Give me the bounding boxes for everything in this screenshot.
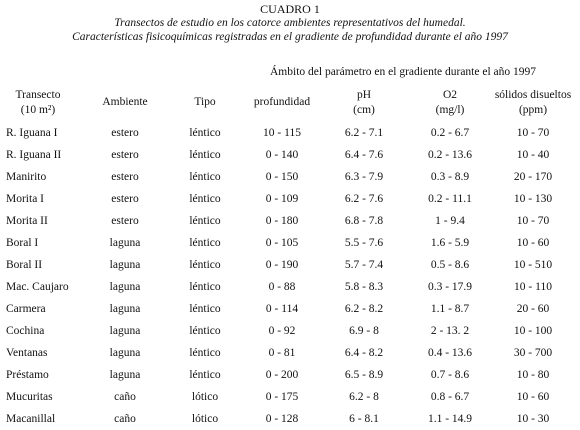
header-transecto-line2: (10 m²) <box>20 104 56 116</box>
cell-profundidad: 0 - 81 <box>268 347 296 359</box>
cell-o2: 0.2 - 11.1 <box>428 193 472 205</box>
cell-o2: 1.1 - 8.7 <box>430 303 470 315</box>
cell-transecto: Morita II <box>6 215 48 227</box>
cell-ph: 6 - 8.1 <box>349 413 379 425</box>
cell-ph: 5.5 - 7.6 <box>344 237 384 249</box>
cell-profundidad: 0 - 88 <box>268 281 296 293</box>
cell-tipo: lótico <box>191 391 219 403</box>
header-o2 <box>412 88 488 118</box>
cell-transecto: R. Iguana I <box>6 127 58 139</box>
cell-o2: 0.5 - 8.6 <box>430 259 470 271</box>
cell-o2: 0.3 - 17.9 <box>427 281 473 293</box>
cell-solidos: 10 - 40 <box>516 149 550 161</box>
table-row <box>0 166 580 188</box>
cell-tipo: léntico <box>189 193 221 205</box>
header-o2-line2: (mg/l) <box>435 104 465 116</box>
cell-tipo: léntico <box>189 149 221 161</box>
cell-o2: 1.6 - 5.9 <box>430 237 470 249</box>
cell-transecto: Boral II <box>6 259 43 271</box>
cell-solidos: 10 - 60 <box>516 391 550 403</box>
cell-transecto: Carmera <box>6 303 46 315</box>
cell-ambiente: estero <box>111 171 139 183</box>
cell-ambiente: estero <box>111 127 139 139</box>
cell-o2: 0.2 - 13.6 <box>427 149 473 161</box>
cell-solidos: 10 - 60 <box>516 237 550 249</box>
cell-profundidad: 0 - 128 <box>265 413 299 425</box>
table-caption <box>0 2 580 44</box>
cell-transecto: Macanillal <box>6 413 56 425</box>
cell-solidos: 10 - 70 <box>516 127 550 139</box>
cell-ambiente: laguna <box>109 237 141 249</box>
header-solidos-line2: (ppm) <box>518 104 548 116</box>
table-row <box>0 232 580 254</box>
cell-o2: 0.8 - 6.7 <box>430 391 470 403</box>
table-row <box>0 188 580 210</box>
cell-transecto: R. Iguana II <box>6 149 62 161</box>
header-solidos <box>488 88 578 118</box>
cell-ambiente: estero <box>111 193 139 205</box>
cell-ph: 6.3 - 7.9 <box>344 171 384 183</box>
cell-transecto: Mucuritas <box>6 391 53 403</box>
cell-ph: 6.2 - 7.1 <box>344 127 384 139</box>
cell-solidos: 10 - 110 <box>514 281 552 293</box>
header-ambiente <box>95 95 155 110</box>
cell-o2: 1.1 - 14.9 <box>427 413 473 425</box>
cell-ph: 6.9 - 8 <box>349 325 379 337</box>
cell-ph: 5.8 - 8.3 <box>344 281 384 293</box>
cell-transecto: Mac. Caujaro <box>6 281 69 293</box>
cell-ph: 6.5 - 8.9 <box>344 369 384 381</box>
cell-solidos: 20 - 170 <box>513 171 553 183</box>
cell-ph: 6.4 - 7.6 <box>344 149 384 161</box>
cell-ambiente: laguna <box>109 325 141 337</box>
cell-tipo: léntico <box>189 215 221 227</box>
table-row <box>0 276 580 298</box>
cell-solidos: 10 - 70 <box>516 215 550 227</box>
header-ambiente-line1: Ambiente <box>102 96 148 108</box>
cell-ph: 6.2 - 8 <box>349 391 379 403</box>
cell-profundidad: 0 - 140 <box>265 149 299 161</box>
cell-o2: 1 - 9.4 <box>435 215 465 227</box>
table-row <box>0 386 580 408</box>
cell-tipo: léntico <box>189 347 221 359</box>
cell-ph: 6.2 - 8.2 <box>344 303 384 315</box>
cell-solidos: 30 - 700 <box>513 347 553 359</box>
table-row <box>0 298 580 320</box>
cell-ambiente: caño <box>114 413 136 425</box>
cell-ph: 6.4 - 8.2 <box>344 347 384 359</box>
cell-transecto: Boral I <box>6 237 39 249</box>
cell-profundidad: 0 - 114 <box>265 303 299 315</box>
cell-o2: 2 - 13. 2 <box>430 325 470 337</box>
cell-profundidad: 0 - 105 <box>265 237 299 249</box>
cell-profundidad: 0 - 200 <box>265 369 299 381</box>
cell-solidos: 20 - 60 <box>516 303 550 315</box>
cell-transecto: Ventanas <box>6 347 48 359</box>
header-transecto <box>8 88 68 118</box>
table-row <box>0 144 580 166</box>
cell-profundidad: 0 - 175 <box>265 391 299 403</box>
cell-transecto: Cochina <box>6 325 45 337</box>
table-row <box>0 122 580 144</box>
header-o2-line1: O2 <box>442 89 458 101</box>
header-solidos-line1: sólidos disueltos <box>494 89 572 101</box>
header-transecto-line1: Transecto <box>15 89 61 101</box>
cell-tipo: léntico <box>189 303 221 315</box>
cell-solidos: 10 - 80 <box>516 369 550 381</box>
cell-tipo: léntico <box>189 171 221 183</box>
cell-ambiente: estero <box>111 149 139 161</box>
cell-profundidad: 10 - 115 <box>263 127 301 139</box>
cell-ambiente: laguna <box>109 369 141 381</box>
cell-ph: 6.2 - 7.6 <box>344 193 384 205</box>
cell-o2: 0.2 - 6.7 <box>430 127 470 139</box>
cell-tipo: léntico <box>189 259 221 271</box>
table-row <box>0 320 580 342</box>
cell-profundidad: 0 - 150 <box>265 171 299 183</box>
header-tipo-line1: Tipo <box>194 96 216 108</box>
cell-profundidad: 0 - 190 <box>265 259 299 271</box>
cell-tipo: lótico <box>191 413 219 425</box>
header-ph-line1: pH <box>356 89 372 101</box>
cell-transecto: Morita I <box>6 193 45 205</box>
caption-line-1: Transectos de estudio en los catorce ambientes representativos del humedal. <box>114 17 466 29</box>
table-row <box>0 364 580 386</box>
cell-profundidad: 0 - 109 <box>265 193 299 205</box>
cell-ambiente: laguna <box>109 259 141 271</box>
cell-tipo: léntico <box>189 369 221 381</box>
table-row <box>0 408 580 430</box>
cell-solidos: 10 - 100 <box>513 325 553 337</box>
cell-ph: 5.7 - 7.4 <box>344 259 384 271</box>
header-ph-line2: (cm) <box>353 104 375 116</box>
header-tipo <box>180 95 230 110</box>
cell-transecto: Préstamo <box>6 369 49 381</box>
header-profundidad <box>243 95 321 110</box>
cell-o2: 0.3 - 8.9 <box>430 171 470 183</box>
table-row <box>0 342 580 364</box>
header-profundidad-line1: profundidad <box>253 96 311 108</box>
cell-o2: 0.4 - 13.6 <box>427 347 473 359</box>
cell-ph: 6.8 - 7.8 <box>344 215 384 227</box>
cell-transecto: Manirito <box>6 171 47 183</box>
parameter-group-header: Ámbito del parámetro en el gradiente durante el año 1997 <box>270 66 536 78</box>
cell-tipo: léntico <box>189 237 221 249</box>
cell-ambiente: laguna <box>109 347 141 359</box>
cell-solidos: 10 - 130 <box>513 193 553 205</box>
cell-ambiente: caño <box>114 391 136 403</box>
cell-tipo: léntico <box>189 325 221 337</box>
cell-o2: 0.7 - 8.6 <box>430 369 470 381</box>
table-title: CUADRO 1 <box>260 2 320 16</box>
cell-profundidad: 0 - 180 <box>265 215 299 227</box>
header-ph <box>330 88 398 118</box>
cell-profundidad: 0 - 92 <box>268 325 296 337</box>
cell-tipo: léntico <box>189 281 221 293</box>
table-row <box>0 210 580 232</box>
cell-tipo: léntico <box>189 127 221 139</box>
cell-ambiente: laguna <box>109 281 141 293</box>
table-row <box>0 254 580 276</box>
cell-solidos: 10 - 510 <box>513 259 553 271</box>
cell-ambiente: laguna <box>109 303 141 315</box>
cell-solidos: 10 - 30 <box>516 413 550 425</box>
caption-line-2: Características fisicoquímicas registradas en el gradiente de profundidad durante el año 1997 <box>72 31 508 43</box>
cell-ambiente: estero <box>111 215 139 227</box>
